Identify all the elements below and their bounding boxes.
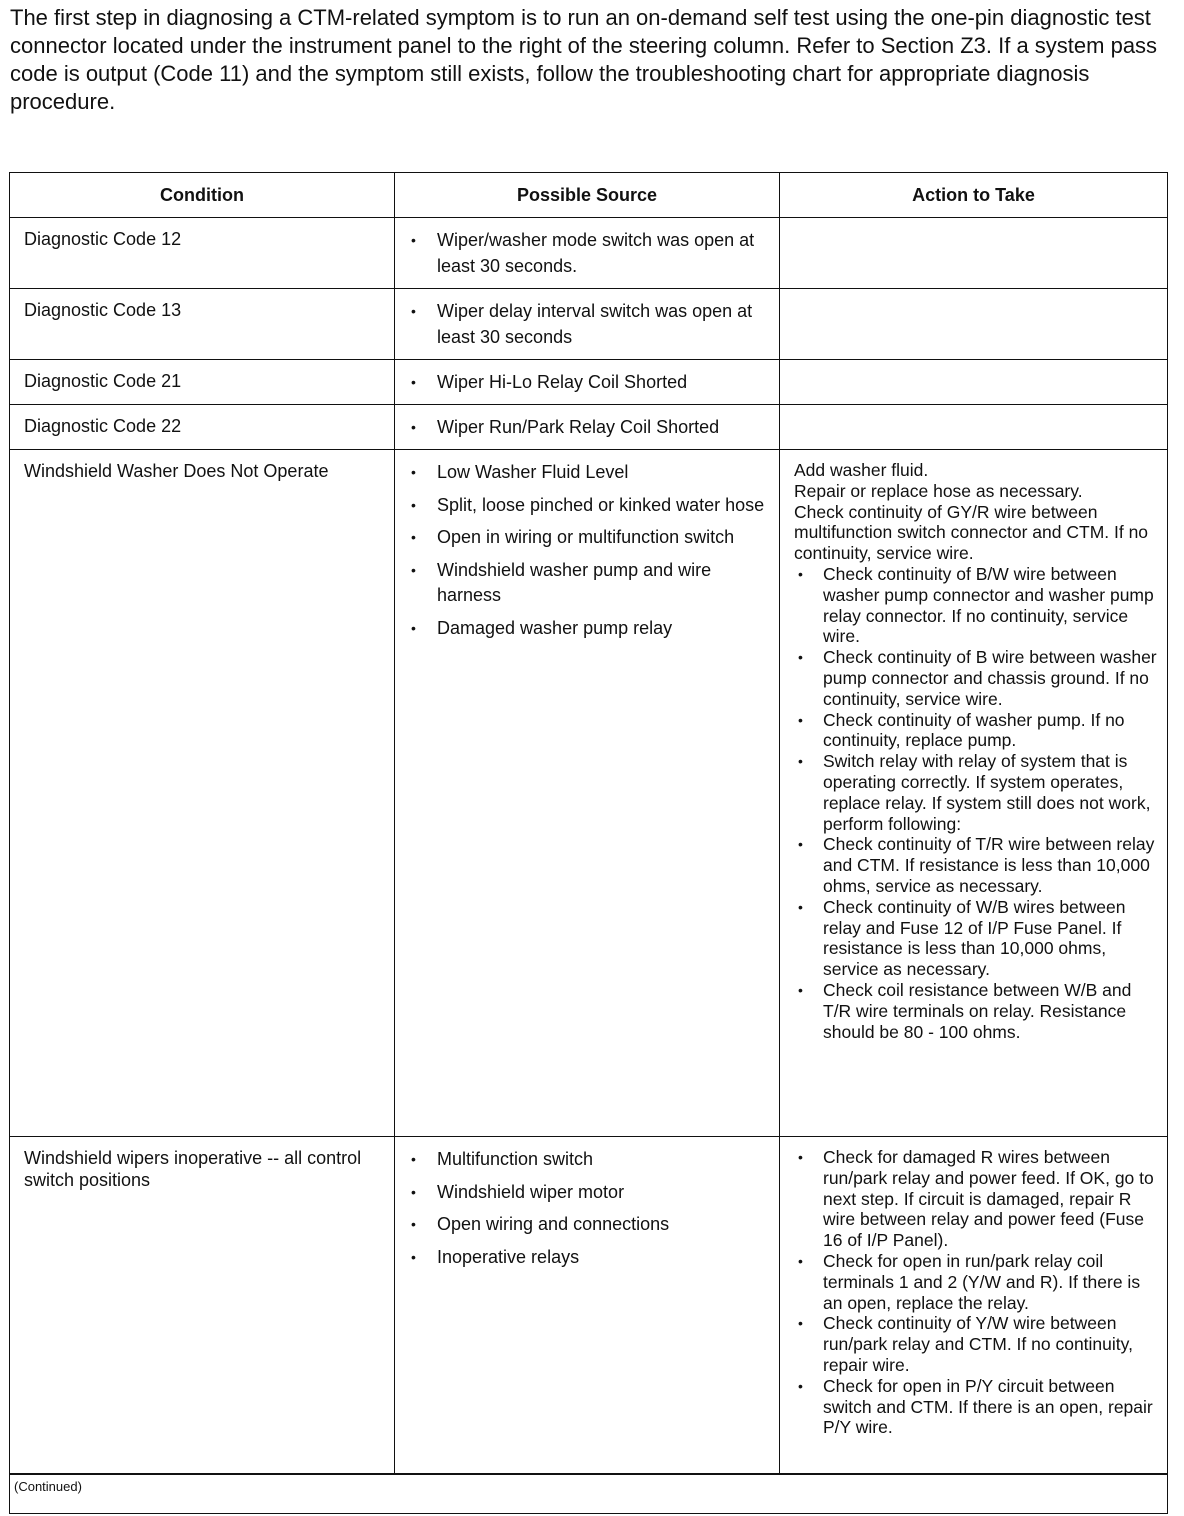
condition-cell: Diagnostic Code 22	[10, 405, 395, 450]
header-possible-source: Possible Source	[395, 173, 780, 218]
source-list	[407, 370, 769, 396]
list-item: • Wiper/washer mode switch was open at least 30 seconds.	[407, 228, 769, 279]
action-list	[794, 564, 1157, 1042]
source-cell	[395, 405, 780, 450]
table-row	[10, 1474, 1168, 1514]
condition-cell: Diagnostic Code 12	[10, 218, 395, 289]
header-condition: Condition	[10, 173, 395, 218]
list-item: • Open in wiring or multifunction switch	[407, 525, 769, 551]
header-action-to-take: Action to Take	[780, 173, 1168, 218]
condition-cell: Diagnostic Code 13	[10, 289, 395, 360]
action-cell	[780, 289, 1168, 360]
action-line: Repair or replace hose as necessary.	[794, 480, 1083, 501]
condition-cell: Windshield wipers inoperative -- all control switch positions	[10, 1137, 395, 1475]
source-cell	[395, 289, 780, 360]
table-row	[10, 360, 1168, 405]
condition-cell: Windshield Washer Does Not Operate	[10, 450, 395, 1137]
table-row	[10, 289, 1168, 360]
source-cell	[395, 360, 780, 405]
list-item: • Check continuity of B wire between washer pump connector and chassis ground. If no continuity, service wire.	[794, 647, 1157, 709]
list-item: • Inoperative relays	[407, 1245, 769, 1271]
source-list	[407, 1147, 769, 1270]
list-item: • Check continuity of W/B wires between relay and Fuse 12 of I/P Fuse Panel. If resistance is less than 10,000 ohms, service as necessary.	[794, 897, 1157, 980]
list-item: • Check for open in run/park relay coil terminals 1 and 2 (Y/W and R). If there is an open, replace the relay.	[794, 1251, 1157, 1313]
list-item: • Windshield washer pump and wire harness	[407, 558, 769, 609]
list-item: • Split, loose pinched or kinked water hose	[407, 493, 769, 519]
continued-note: (Continued)	[10, 1474, 1168, 1514]
list-item: • Switch relay with relay of system that is operating correctly. If system operates, replace relay. If system still does not work, perform following:	[794, 751, 1157, 834]
table-row	[10, 218, 1168, 289]
action-line: Check continuity of GY/R wire between multifunction switch connector and CTM. If no continuity, service wire.	[794, 501, 1149, 564]
list-item: • Wiper Run/Park Relay Coil Shorted	[407, 415, 769, 441]
source-list	[407, 415, 769, 441]
source-list	[407, 460, 769, 641]
action-cell	[780, 1137, 1168, 1475]
source-cell	[395, 450, 780, 1137]
list-item: • Check continuity of Y/W wire between run/park relay and CTM. If no continuity, repair wire.	[794, 1313, 1157, 1375]
list-item: • Check for open in P/Y circuit between switch and CTM. If there is an open, repair P/Y wire.	[794, 1376, 1157, 1438]
table-row	[10, 1137, 1168, 1475]
list-item: • Check for damaged R wires between run/park relay and power feed. If OK, go to next step. If circuit is damaged, repair R wire between relay and power feed (Fuse 16 of I/P Panel).	[794, 1147, 1157, 1251]
list-item: • Check continuity of T/R wire between relay and CTM. If resistance is less than 10,000 ohms, service as necessary.	[794, 834, 1157, 896]
action-cell	[780, 405, 1168, 450]
source-list	[407, 228, 769, 279]
list-item: • Open wiring and connections	[407, 1212, 769, 1238]
table-header-row	[10, 173, 1168, 218]
action-list	[794, 1147, 1157, 1438]
action-plain-lines	[794, 460, 1157, 564]
list-item: • Check coil resistance between W/B and T/R wire terminals on relay. Resistance should be 80 - 100 ohms.	[794, 980, 1157, 1042]
condition-cell: Diagnostic Code 21	[10, 360, 395, 405]
list-item: • Multifunction switch	[407, 1147, 769, 1173]
list-item: • Check continuity of washer pump. If no continuity, replace pump.	[794, 710, 1157, 752]
list-item: • Low Washer Fluid Level	[407, 460, 769, 486]
list-item: • Wiper delay interval switch was open at least 30 seconds	[407, 299, 769, 350]
source-cell	[395, 218, 780, 289]
list-item: • Check continuity of B/W wire between washer pump connector and washer pump relay connector. If no continuity, service wire.	[794, 564, 1157, 647]
intro-paragraph: The first step in diagnosing a CTM-related symptom is to run an on-demand self test using the one-pin diagnostic test connector located under the instrument panel to the right of the steering column. Refer to Section Z3. If a system pass code is output (Code 11) and the symptom still exists, follow the troubleshooting chart for appropriate diagnosis procedure.	[10, 5, 1158, 114]
source-list	[407, 299, 769, 350]
action-cell	[780, 218, 1168, 289]
troubleshooting-table	[9, 172, 1168, 1514]
table-row	[10, 450, 1168, 1137]
list-item: • Windshield wiper motor	[407, 1180, 769, 1206]
list-item: • Damaged washer pump relay	[407, 616, 769, 642]
list-item: • Wiper Hi-Lo Relay Coil Shorted	[407, 370, 769, 396]
action-cell	[780, 450, 1168, 1137]
source-cell	[395, 1137, 780, 1475]
action-line: Add washer fluid.	[794, 460, 929, 480]
table-row	[10, 405, 1168, 450]
action-cell	[780, 360, 1168, 405]
